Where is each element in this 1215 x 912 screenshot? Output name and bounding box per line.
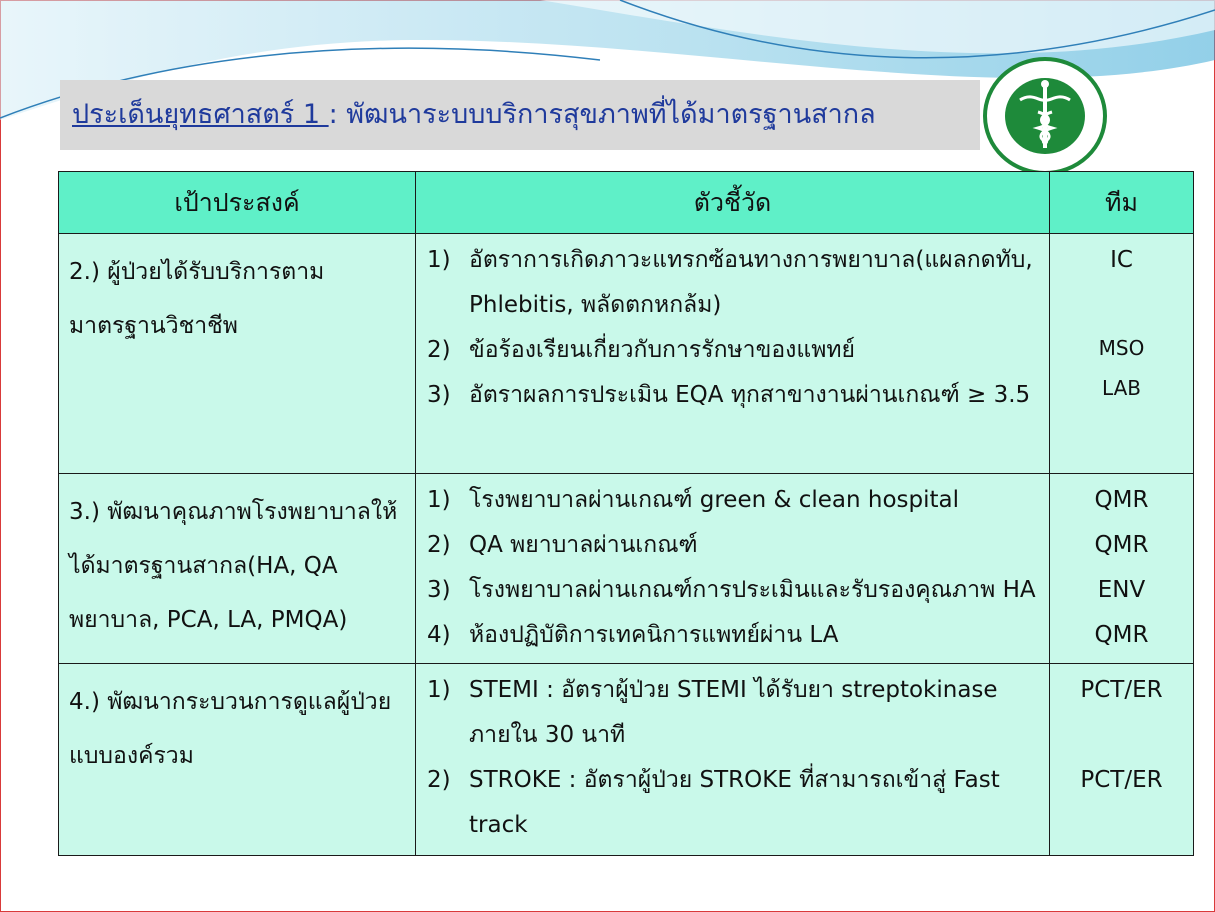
team-label (1051, 713, 1192, 758)
team-label: MSO (1098, 336, 1145, 360)
indicator-item (427, 523, 1040, 568)
indicator-item (427, 328, 1040, 373)
table-row (59, 664, 1194, 856)
goal-text: 4.) พัฒนากระบวนการดูแลผู้ป่วยแบบองค์รวม (69, 689, 392, 769)
indicator-cell (416, 234, 1050, 474)
indicator-number: 1) (427, 247, 451, 273)
indicator-item (427, 613, 1040, 658)
team-label: QMR (1094, 532, 1149, 558)
indicator-item (427, 568, 1040, 613)
team-label: ENV (1097, 577, 1146, 603)
indicator-item (427, 373, 1040, 418)
slide-title (72, 92, 876, 135)
title-prefix: ประเด็นยุทธศาสตร์ 1 (72, 99, 329, 130)
team-cell (1050, 664, 1194, 856)
indicator-cell (416, 474, 1050, 664)
team-label: QMR (1094, 487, 1149, 513)
header-team: ทีม (1050, 172, 1194, 234)
strategy-table (58, 171, 1194, 856)
table-header-row (59, 172, 1194, 234)
indicator-text: ห้องปฏิบัติการเทคนิการแพทย์ผ่าน LA (469, 622, 839, 648)
indicator-number: 4) (427, 622, 451, 648)
indicator-number: 3) (427, 577, 451, 603)
team-label: PCT/ER (1080, 767, 1163, 793)
header-indicator: ตัวชี้วัด (416, 172, 1050, 234)
indicator-text: QA พยาบาลผ่านเกณฑ์ (469, 532, 698, 558)
indicator-text: อัตราผลการประเมิน EQA ทุกสาขางานผ่านเกณฑ์ ≥ 3.5 (469, 382, 1031, 408)
table-row (59, 234, 1194, 474)
indicator-number: 2) (427, 532, 451, 558)
indicator-number: 2) (427, 767, 451, 793)
indicator-number: 3) (427, 382, 451, 408)
indicator-number: 2) (427, 337, 451, 363)
goal-text: 3.) พัฒนาคุณภาพโรงพยาบาลให้ได้มาตรฐานสากล(HA, QA พยาบาล, PCA, LA, PMQA) (69, 499, 398, 633)
team-label: PCT/ER (1080, 677, 1163, 703)
team-cell (1050, 474, 1194, 664)
indicator-text: STEMI : อัตราผู้ป่วย STEMI ได้รับยา streptokinase ภายใน 30 นาที (469, 677, 998, 748)
indicator-number: 1) (427, 487, 451, 513)
indicator-text: โรงพยาบาลผ่านเกณฑ์ green & clean hospital (469, 487, 960, 513)
goal-text: 2.) ผู้ป่วยได้รับบริการตามมาตรฐานวิชาชีพ (69, 259, 325, 339)
goal-cell (59, 234, 416, 474)
table-row (59, 474, 1194, 664)
indicator-item (427, 758, 1040, 848)
indicator-text: ข้อร้องเรียนเกี่ยวกับการรักษาของแพทย์ (469, 337, 855, 363)
team-cell (1050, 234, 1194, 474)
hospital-logo (980, 56, 1110, 176)
team-label: LAB (1101, 376, 1141, 400)
indicator-item (427, 238, 1040, 328)
indicator-text: โรงพยาบาลผ่านเกณฑ์การประเมินและรับรองคุณภาพ HA (469, 577, 1036, 603)
indicator-number: 1) (427, 677, 451, 703)
indicator-item (427, 478, 1040, 523)
goal-cell (59, 474, 416, 664)
indicator-text: อัตราการเกิดภาวะแทรกซ้อนทางการพยาบาล(แผลกดทับ, Phlebitis, พลัดตกหกล้ม) (469, 247, 1033, 318)
header-goal: เป้าประสงค์ (59, 172, 416, 234)
indicator-text: STROKE : อัตราผู้ป่วย STROKE ที่สามารถเข้าสู่ Fast track (469, 767, 1000, 838)
goal-cell (59, 664, 416, 856)
team-label: QMR (1094, 622, 1149, 648)
indicator-item (427, 668, 1040, 758)
team-label (1051, 283, 1192, 328)
indicator-cell (416, 664, 1050, 856)
title-rest: : พัฒนาระบบบริการสุขภาพที่ได้มาตรฐานสากล (328, 99, 876, 130)
team-label: IC (1110, 247, 1133, 273)
